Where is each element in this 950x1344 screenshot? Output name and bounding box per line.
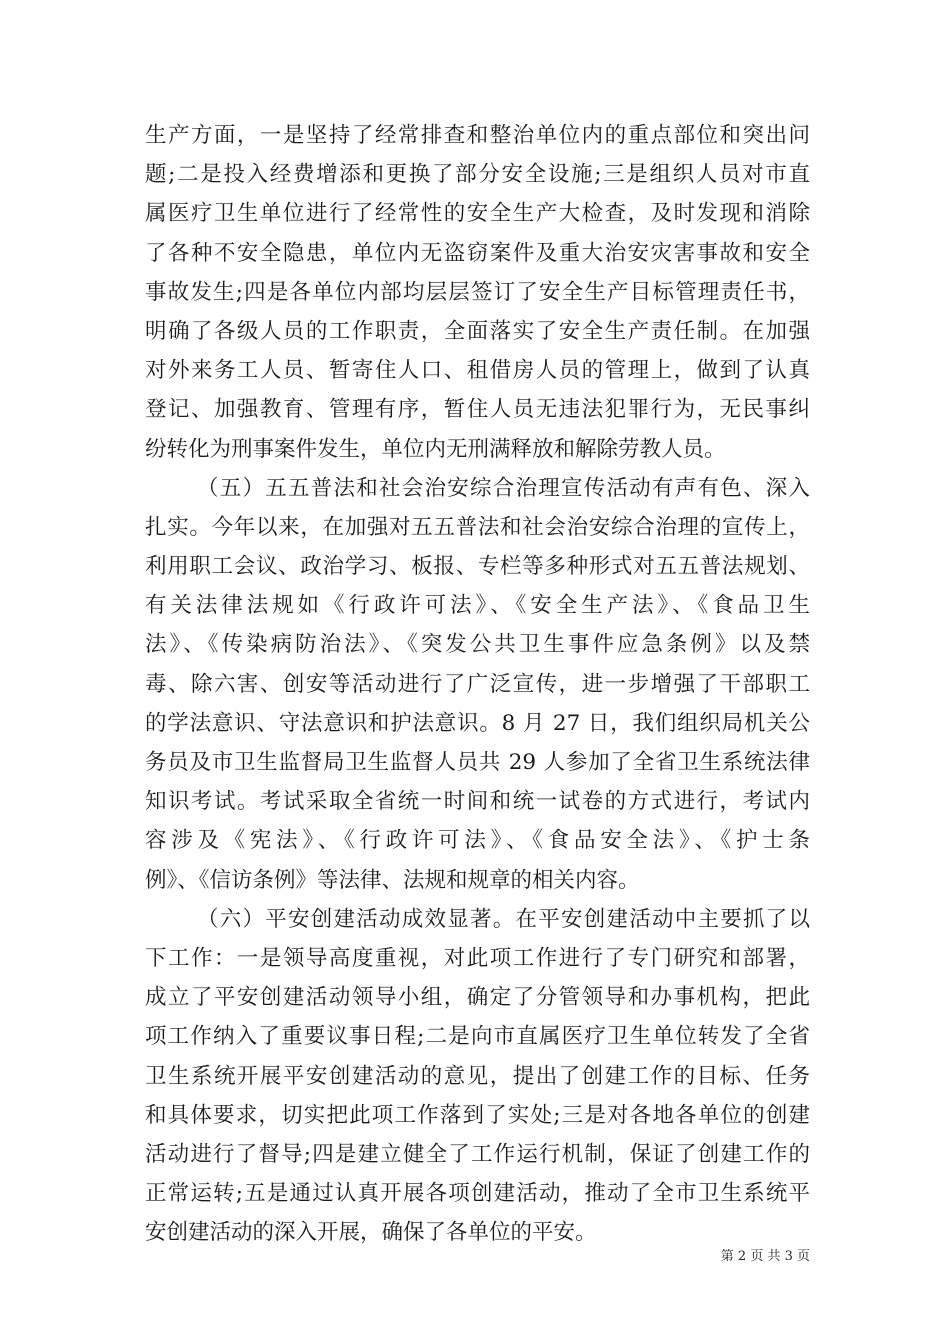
text-line: 毒、除六害、创安等活动进行了广泛宣传，进一步增强了干部职工 [145,671,810,697]
text-line: 了各种不安全隐患，单位内无盗窃案件及重大治安灾害事故和安全 [145,240,810,266]
text-line: 务员及市卫生监督局卫生监督人员共 29 人参加了全省卫生系统法律 [145,750,810,775]
text-line: （六）平安创建活动成效显著。在平安创建活动中主要抓了以 [197,906,810,932]
text-line: 纷转化为刑事案件发生，单位内无刑满释放和解除劳教人员。 [145,436,726,462]
text-line: 下工作：一是领导高度重视，对此项工作进行了专门研究和部署， [145,945,810,971]
text-line: 法》、《传染病防治法》、《突发公共卫生事件应急条例》以及禁 [145,632,810,658]
text-line: 扎实。今年以来，在加强对五五普法和社会治安综合治理的宣传上， [145,514,810,540]
text-line: 和具体要求，切实把此项工作落到了实处;三是对各地各单位的创建 [145,1102,810,1128]
text-line: 题;二是投入经费增添和更换了部分安全设施;三是组织人员对市直 [145,162,810,188]
text-line: 正常运转;五是通过认真开展各项创建活动，推动了全市卫生系统平 [145,1181,810,1207]
text-line: 属医疗卫生单位进行了经常性的安全生产大检查，及时发现和消除 [145,201,810,227]
text-line: 有关法律法规如《行政许可法》、《安全生产法》、《食品卫生 [145,593,810,619]
text-line: 登记、加强教育、管理有序，暂住人员无违法犯罪行为，无民事纠 [145,397,810,423]
text-line: 卫生系统开展平安创建活动的意见，提出了创建工作的目标、任务 [145,1063,810,1089]
text-line: 成立了平安创建活动领导小组，确定了分管领导和办事机构，把此 [145,985,810,1011]
text-line: 项工作纳入了重要议事日程;二是向市直属医疗卫生单位转发了全省 [145,1024,810,1050]
body-text [145,116,810,1252]
text-line: 生产方面，一是坚持了经常排查和整治单位内的重点部位和突出问 [145,123,810,148]
text-line: 对外来务工人员、暂寄住人口、租借房人员的管理上，做到了认真 [145,358,810,384]
text-line: 活动进行了督导;四是建立健全了工作运行机制，保证了创建工作的 [145,1141,810,1167]
text-line: 容涉及《宪法》、《行政许可法》、《食品安全法》、《护士条 [145,828,810,854]
page-number: 第 2 页 共 3 页 [720,1249,810,1264]
text-line: 的学法意识、守法意识和护法意识。8 月 27 日，我们组织局机关公 [145,710,810,736]
text-line: 知识考试。考试采取全省统一时间和统一试卷的方式进行，考试内 [145,789,810,815]
text-line: 事故发生;四是各单位内部均层层签订了安全生产目标管理责任书， [145,279,810,305]
text-line: 安创建活动的深入开展，确保了各单位的平安。 [145,1220,597,1246]
text-line: （五）五五普法和社会治安综合治理宣传活动有声有色、深入 [197,475,810,501]
text-line: 利用职工会议、政治学习、板报、专栏等多种形式对五五普法规划、 [145,554,810,580]
text-line: 例》、《信访条例》等法律、法规和规章的相关内容。 [145,867,640,893]
text-line: 明确了各级人员的工作职责，全面落实了安全生产责任制。在加强 [145,318,810,344]
